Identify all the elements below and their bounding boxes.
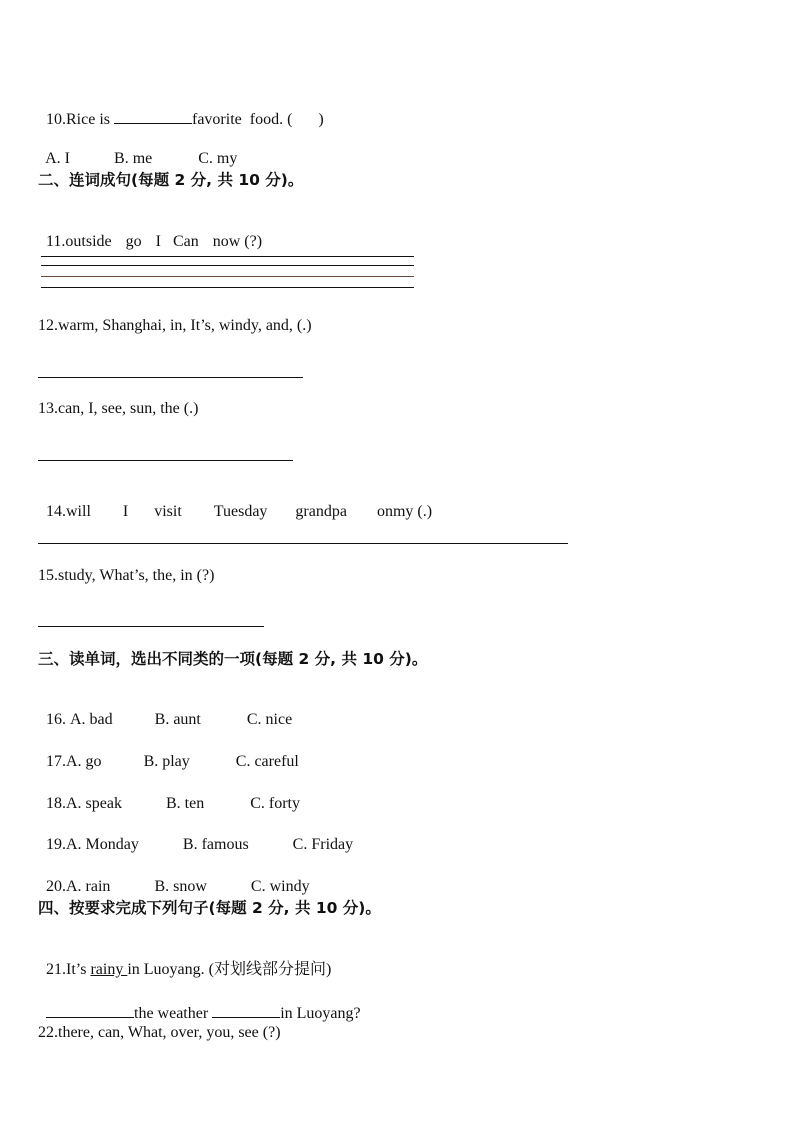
question-21-answer: the weather in Luoyang? xyxy=(38,981,361,1024)
option-a[interactable]: A. speak xyxy=(66,795,122,812)
question-10-options xyxy=(38,129,237,169)
option-c[interactable]: C. my xyxy=(198,150,238,167)
option-a[interactable]: A. rain xyxy=(66,878,111,895)
answer-line[interactable] xyxy=(38,626,264,627)
section-3-heading: 三、读单词，选出不同类的一项(每题 2 分, 共 10 分)。 xyxy=(38,650,428,668)
underlined-word: rainy xyxy=(90,961,128,978)
option-a[interactable]: A. I xyxy=(45,150,71,167)
question-10: 10.Rice is favorite food. ( ) xyxy=(38,87,324,130)
option-b[interactable]: B. me xyxy=(114,150,153,167)
option-c[interactable]: C. windy xyxy=(250,878,310,895)
question-15: 15.study, What’s, the, in (?) xyxy=(38,567,215,584)
question-19: 19.A. Monday B. famous C. Friday xyxy=(46,836,354,853)
question-17: 17.A. go B. play C. careful xyxy=(46,753,299,770)
option-b[interactable]: B. aunt xyxy=(154,711,201,728)
question-18: 18.A. speak B. ten C. forty xyxy=(46,795,300,812)
option-c[interactable]: C. careful xyxy=(235,753,299,770)
answer-blank[interactable] xyxy=(114,107,192,124)
section-2-heading: 二、连词成句(每题 2 分, 共 10 分)。 xyxy=(38,171,304,189)
question-13: 13.can, I, see, sun, the (.) xyxy=(38,400,199,417)
option-b[interactable]: B. play xyxy=(143,753,190,770)
option-c[interactable]: C. Friday xyxy=(292,836,354,853)
option-a[interactable]: A. go xyxy=(66,753,102,770)
question-11: 11.outside go I Can now (?) xyxy=(46,233,263,250)
answer-line[interactable] xyxy=(38,460,293,461)
writing-line[interactable] xyxy=(41,256,414,257)
answer-blank[interactable] xyxy=(212,1001,280,1018)
section-4-heading: 四、按要求完成下列句子(每题 2 分, 共 10 分)。 xyxy=(38,899,381,917)
question-22: 22.there, can, What, over, you, see (?) xyxy=(38,1024,281,1041)
question-16: 16. A. bad B. aunt C. nice xyxy=(46,711,293,728)
question-20: 20.A. rain B. snow C. windy xyxy=(46,878,310,895)
answer-blank[interactable] xyxy=(46,1001,134,1018)
option-a[interactable]: A. Monday xyxy=(66,836,139,853)
option-c[interactable]: C. nice xyxy=(246,711,293,728)
option-a[interactable]: A. bad xyxy=(70,711,113,728)
question-14: 14.will I visit Tuesday grandpa onmy (.) xyxy=(46,503,433,520)
question-21: 21.It’s rainy in Luoyang. (对划线部分提问) xyxy=(46,961,332,978)
option-b[interactable]: B. famous xyxy=(182,836,249,853)
answer-line[interactable] xyxy=(38,543,568,544)
option-b[interactable]: B. ten xyxy=(165,795,205,812)
answer-line[interactable] xyxy=(38,377,303,378)
writing-line[interactable] xyxy=(41,276,414,277)
writing-line[interactable] xyxy=(41,287,414,288)
question-12: 12.warm, Shanghai, in, It’s, windy, and, (.) xyxy=(38,317,312,334)
writing-line[interactable] xyxy=(41,265,414,266)
option-c[interactable]: C. forty xyxy=(250,795,300,812)
option-b[interactable]: B. snow xyxy=(154,878,207,895)
